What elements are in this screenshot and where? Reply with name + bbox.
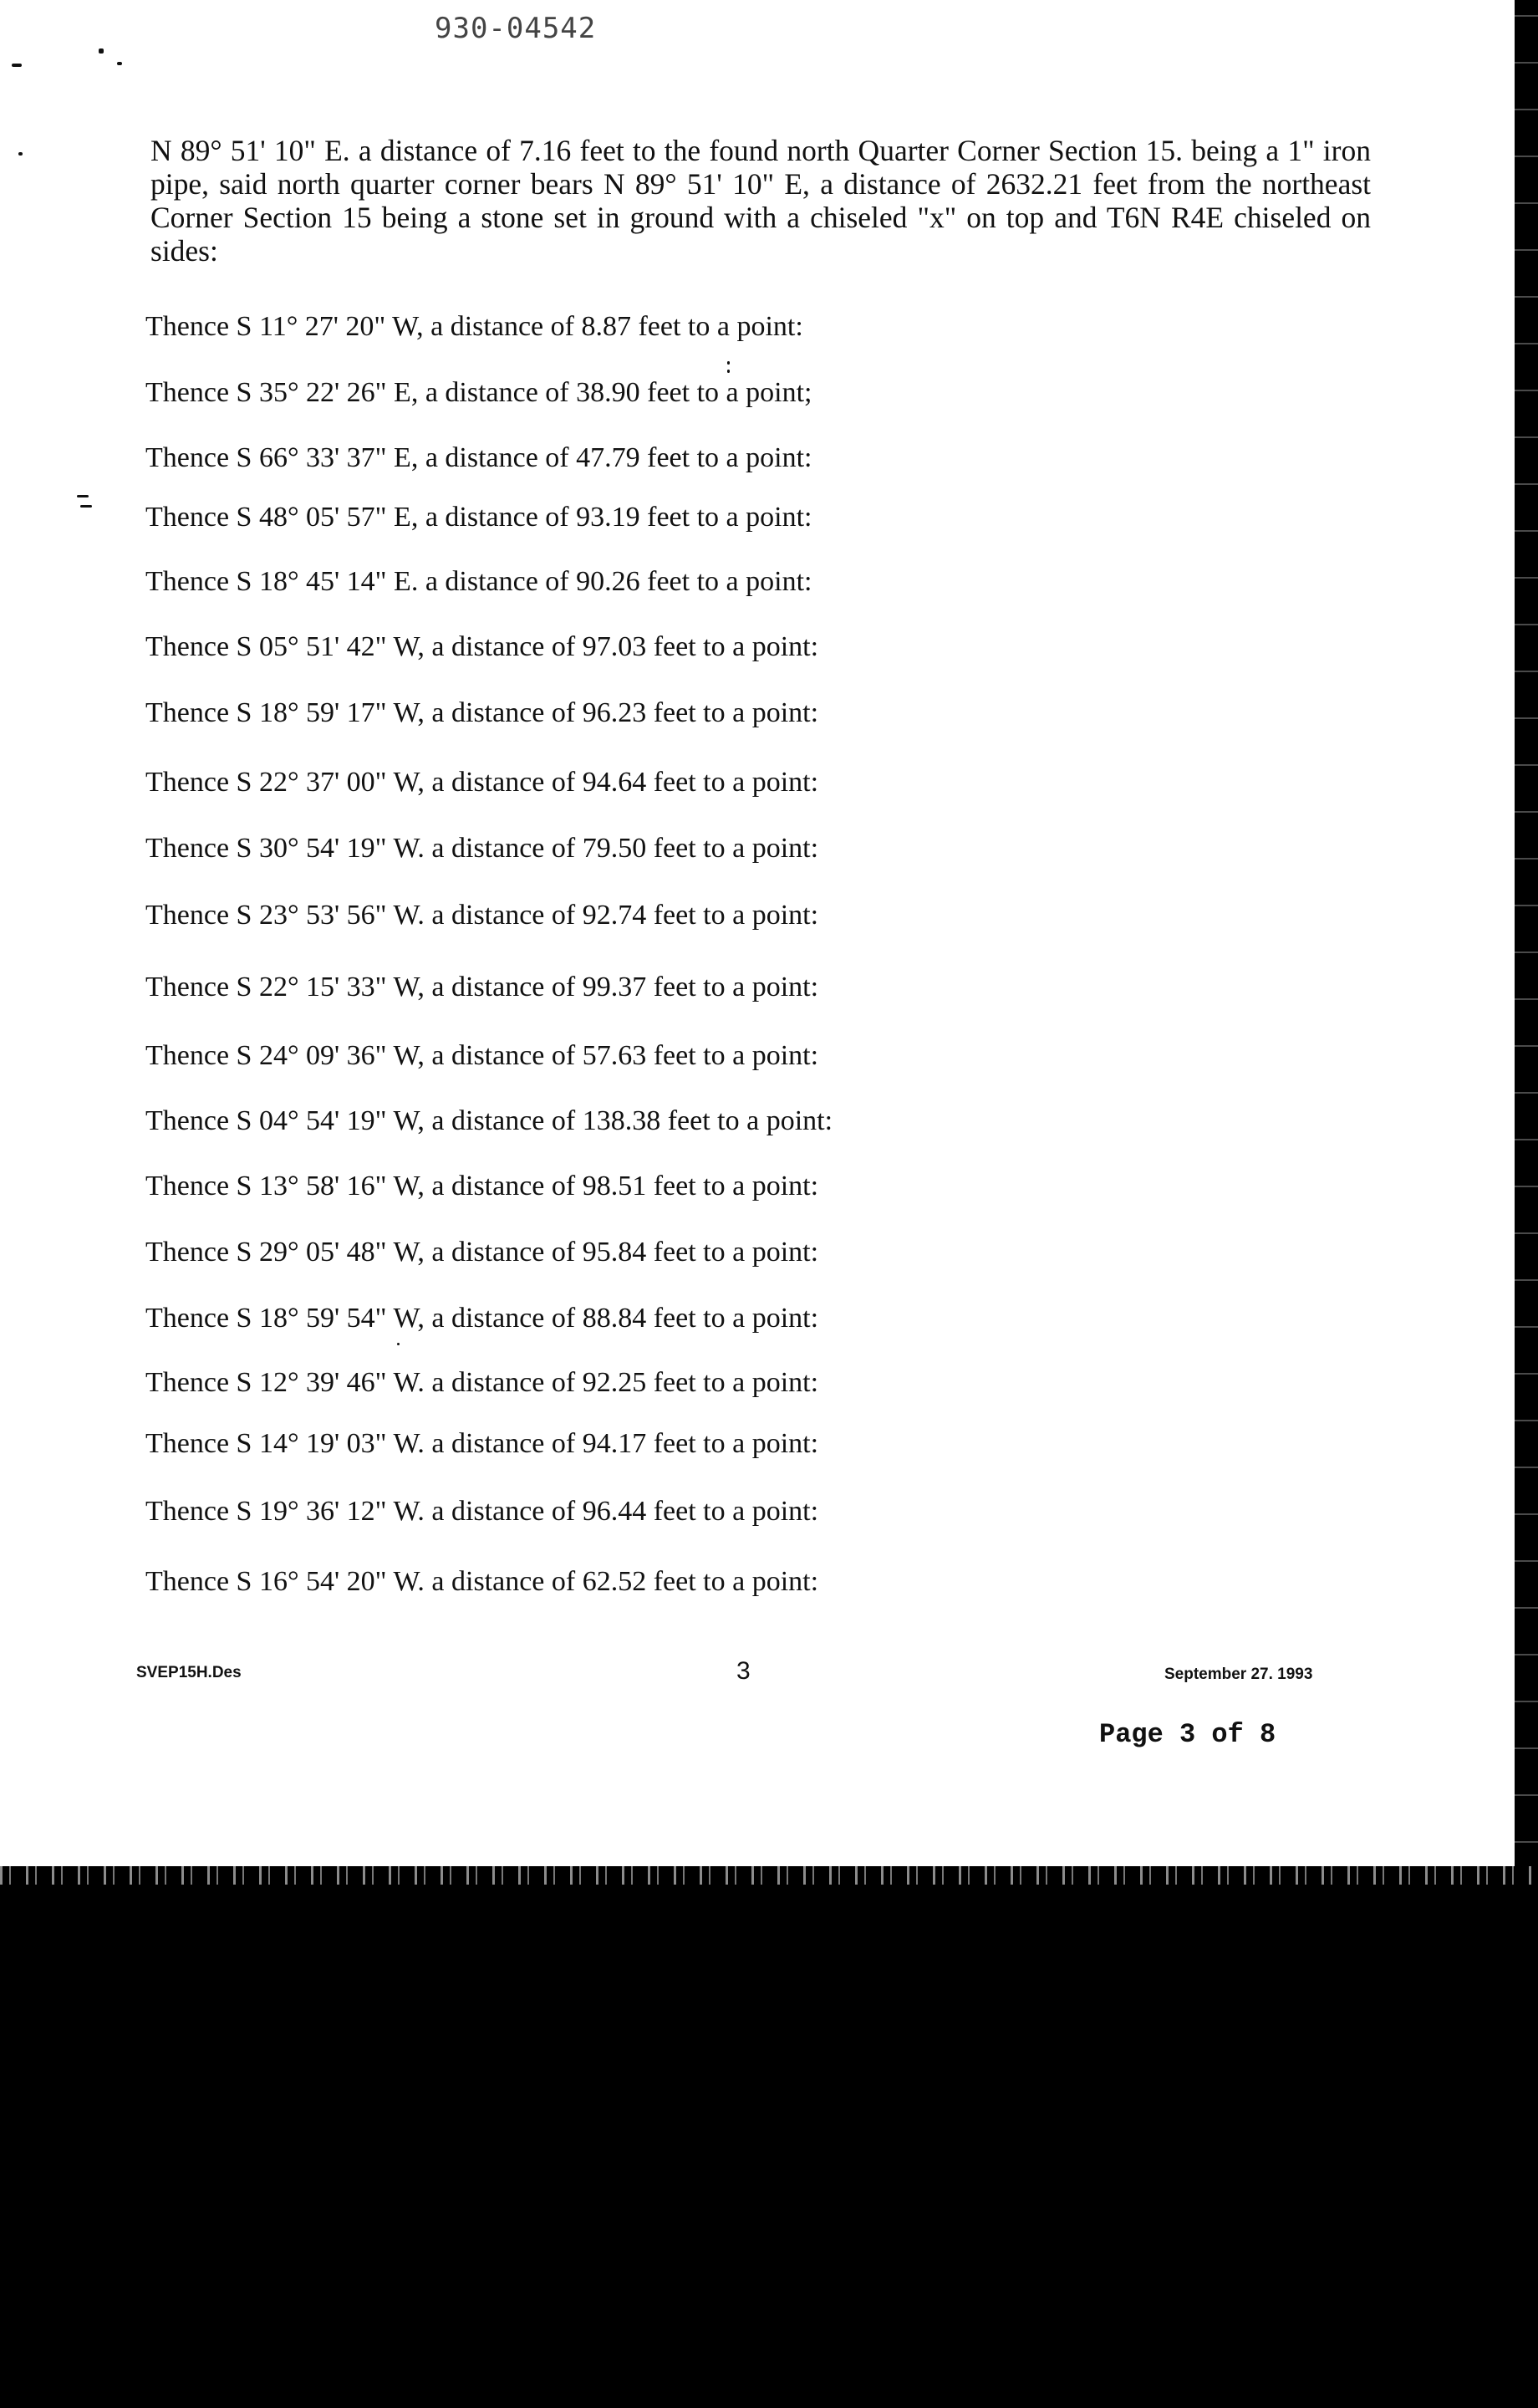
call-line: Thence S 16° 54' 20" W. a distance of 62.52 feet to a point:	[145, 1566, 819, 1597]
call-line: Thence S 29° 05' 48" W, a distance of 95.84 feet to a point:	[145, 1237, 819, 1268]
call-line: Thence S 18° 45' 14" E. a distance of 90.26 feet to a point:	[145, 566, 812, 597]
scan-edge-right	[1515, 0, 1538, 1866]
call-line: Thence S 30° 54' 19" W. a distance of 79.50 feet to a point:	[145, 833, 819, 864]
intro-paragraph: N 89° 51' 10" E. a distance of 7.16 feet to the found north Quarter Corner Section 15. being a 1" iron pipe, said north quarter corner bears N 89° 51' 10" E, a distance of 2632.21 feet from the northeast Corner Section 15 being a stone set in ground with a chiseled "x" on top and T6N R4E chiseled on sides:	[150, 134, 1371, 268]
call-line: Thence S 35° 22' 26" E, a distance of 38.90 feet to a point;	[145, 377, 812, 408]
scan-speck	[99, 48, 104, 54]
footer-page-number: 3	[736, 1657, 751, 1685]
scan-speck	[727, 370, 730, 373]
scan-speck	[397, 1343, 400, 1345]
scan-noise-strip	[0, 1866, 1538, 1885]
call-line: Thence S 04° 54' 19" W, a distance of 138.38 feet to a point:	[145, 1105, 833, 1136]
scan-speck	[80, 505, 92, 508]
call-line: Thence S 13° 58' 16" W, a distance of 98.51 feet to a point:	[145, 1171, 819, 1201]
page-indicator: Page 3 of 8	[1099, 1719, 1276, 1750]
document-stamp-number: 930-04542	[435, 12, 597, 45]
scan-speck	[12, 64, 22, 67]
call-line: Thence S 22° 15' 33" W, a distance of 99.37 feet to a point:	[145, 972, 819, 1002]
scan-speck	[77, 495, 89, 497]
call-line: Thence S 18° 59' 54" W, a distance of 88.84 feet to a point:	[145, 1303, 819, 1334]
scan-speck	[727, 361, 730, 365]
call-line: Thence S 24° 09' 36" W, a distance of 57.63 feet to a point:	[145, 1040, 819, 1071]
call-line: Thence S 48° 05' 57" E, a distance of 93.19 feet to a point:	[145, 502, 812, 533]
call-line: Thence S 11° 27' 20" W, a distance of 8.87 feet to a point:	[145, 311, 803, 342]
scan-speck	[18, 152, 23, 156]
call-line: Thence S 19° 36' 12" W. a distance of 96.44 feet to a point:	[145, 1496, 819, 1527]
call-line: Thence S 12° 39' 46" W. a distance of 92.25 feet to a point:	[145, 1367, 819, 1398]
call-line: Thence S 18° 59' 17" W, a distance of 96.23 feet to a point:	[145, 697, 819, 728]
call-line: Thence S 05° 51' 42" W, a distance of 97.03 feet to a point:	[145, 631, 819, 662]
call-line: Thence S 66° 33' 37" E, a distance of 47.79 feet to a point:	[145, 442, 812, 473]
footer-date: September 27. 1993	[1164, 1666, 1313, 1683]
call-line: Thence S 23° 53' 56" W. a distance of 92.74 feet to a point:	[145, 900, 819, 931]
call-line: Thence S 14° 19' 03" W. a distance of 94.17 feet to a point:	[145, 1428, 819, 1459]
footer-file-name: SVEP15H.Des	[136, 1664, 242, 1681]
scan-speck	[117, 62, 122, 65]
call-line: Thence S 22° 37' 00" W, a distance of 94.64 feet to a point:	[145, 767, 819, 798]
